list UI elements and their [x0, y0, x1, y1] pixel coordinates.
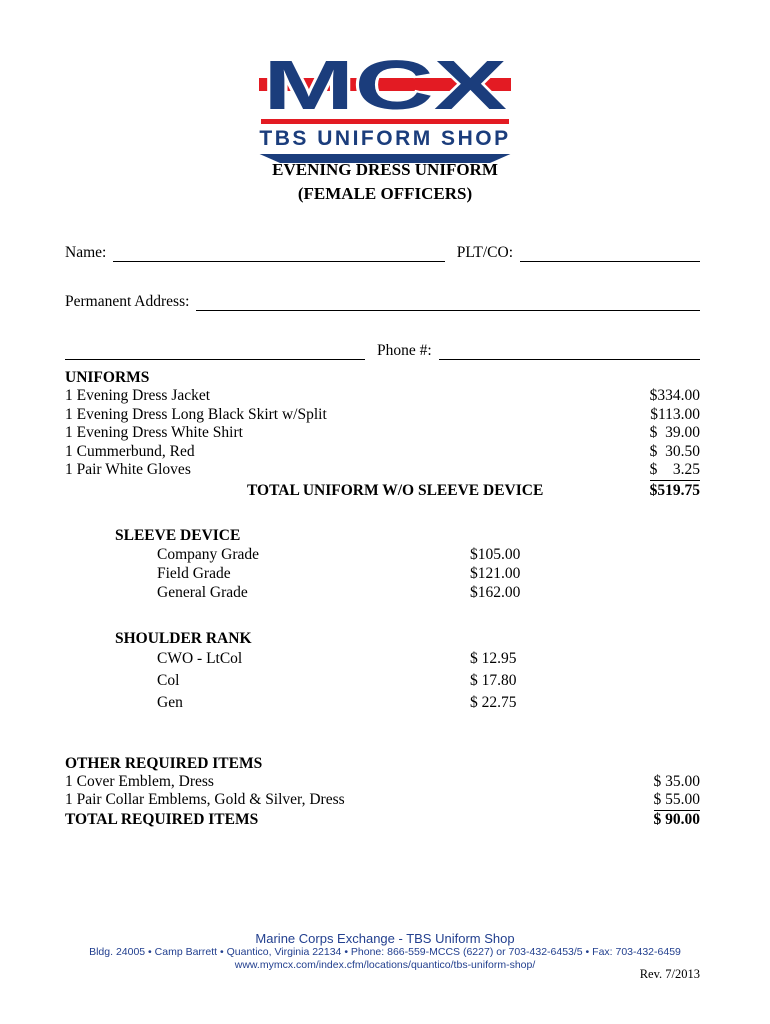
- phone-label: Phone #:: [377, 342, 432, 359]
- sleeve-item-row: [157, 583, 700, 602]
- address2-field-line: [65, 341, 365, 360]
- mcx-logo-text: MCX: [263, 46, 508, 118]
- item-price: $334.00: [649, 387, 700, 404]
- item-label: 1 Cover Emblem, Dress: [65, 772, 214, 790]
- item-price: $ 39.00: [649, 424, 700, 441]
- item-label: 1 Pair Collar Emblems, Gold & Silver, Dress: [65, 791, 345, 808]
- item-price: $162.00: [470, 583, 521, 601]
- item-price: $ 30.50: [649, 442, 700, 460]
- title-line-1: EVENING DRESS UNIFORM: [272, 160, 498, 179]
- pltco-field-line: [520, 243, 700, 262]
- item-price: $ 22.75: [470, 693, 517, 711]
- footer: [0, 931, 770, 971]
- item-price: $105.00: [470, 545, 521, 563]
- item-price: $ 17.80: [470, 671, 517, 689]
- phone-field-line: [439, 341, 700, 360]
- footer-shop-name: Marine Corps Exchange - TBS Uniform Shop: [255, 931, 515, 946]
- name-field-line: [113, 243, 444, 262]
- uniform-total-row: [65, 481, 700, 500]
- uniform-item-row: [65, 461, 700, 481]
- other-item-row: [65, 791, 700, 811]
- shoulder-rank-header: SHOULDER RANK: [115, 629, 252, 647]
- title-line-2: (FEMALE OFFICERS): [297, 184, 473, 203]
- uniforms-header: UNIFORMS: [65, 369, 150, 386]
- item-price: $ 3.25: [650, 461, 700, 481]
- sleeve-item-row: [157, 564, 700, 583]
- shoulder-item-row: [157, 692, 700, 714]
- uniform-item-row: [65, 424, 700, 443]
- other-item-row: [65, 773, 700, 792]
- uniform-total-label: TOTAL UNIFORM W/O SLEEVE DEVICE: [247, 481, 544, 499]
- address-row: [65, 292, 700, 311]
- address-label: Permanent Address:: [65, 293, 190, 310]
- uniform-total-price: $519.75: [649, 481, 700, 499]
- item-label: 1 Cummerbund, Red: [65, 442, 195, 460]
- item-label: Field Grade: [157, 564, 231, 582]
- phone-row: [65, 341, 700, 360]
- uniform-item-row: [65, 443, 700, 462]
- item-label: Company Grade: [157, 545, 260, 563]
- other-total-label: TOTAL REQUIRED ITEMS: [65, 810, 259, 828]
- other-total-price: $ 90.00: [653, 810, 700, 828]
- shoulder-rank-section: [115, 629, 700, 714]
- item-label: Col: [157, 671, 180, 689]
- logo-subtitle: TBS UNIFORM SHOP: [259, 127, 511, 150]
- revision-date: Rev. 7/2013: [639, 967, 700, 981]
- item-label: 1 Evening Dress White Shirt: [65, 424, 243, 441]
- item-price: $121.00: [470, 564, 521, 582]
- footer-url: www.mymcx.com/index.cfm/locations/quantico/tbs-uniform-shop/: [234, 959, 536, 971]
- item-label: 1 Evening Dress Long Black Skirt w/Split: [65, 405, 327, 423]
- mcx-logo-graphic: [259, 40, 511, 118]
- item-label: 1 Evening Dress Jacket: [65, 387, 211, 404]
- item-label: 1 Pair White Gloves: [65, 461, 191, 478]
- address-field-line: [196, 292, 700, 311]
- uniform-item-row: [65, 387, 700, 406]
- item-label: General Grade: [157, 583, 248, 601]
- sleeve-item-row: [157, 545, 700, 564]
- document-title: [0, 158, 770, 206]
- item-label: Gen: [157, 693, 183, 711]
- footer-address-phone: Bldg. 24005 • Camp Barrett • Quantico, Virginia 22134 • Phone: 866-559-MCCS (6227) or 703-432-6453/5 • Fax: 703-432-6459: [89, 946, 681, 958]
- shoulder-item-row: [157, 670, 700, 692]
- name-label: Name:: [65, 244, 107, 261]
- item-label: CWO - LtCol: [157, 649, 243, 667]
- item-price: $ 12.95: [470, 649, 517, 667]
- mcx-logo: [257, 40, 513, 163]
- pltco-label: PLT/CO:: [456, 244, 513, 261]
- price-list: [65, 368, 700, 829]
- item-price: $ 55.00: [654, 791, 701, 811]
- shoulder-item-row: [157, 648, 700, 670]
- other-total-row: [65, 811, 700, 830]
- item-price: $ 35.00: [653, 772, 700, 790]
- uniform-item-row: [65, 406, 700, 425]
- name-row: [65, 243, 700, 262]
- sleeve-device-header: SLEEVE DEVICE: [115, 526, 241, 544]
- logo-red-divider: [261, 119, 509, 124]
- other-required-section: [65, 754, 700, 830]
- sleeve-device-section: [115, 526, 700, 602]
- item-price: $113.00: [650, 405, 700, 423]
- other-required-header: OTHER REQUIRED ITEMS: [65, 754, 263, 772]
